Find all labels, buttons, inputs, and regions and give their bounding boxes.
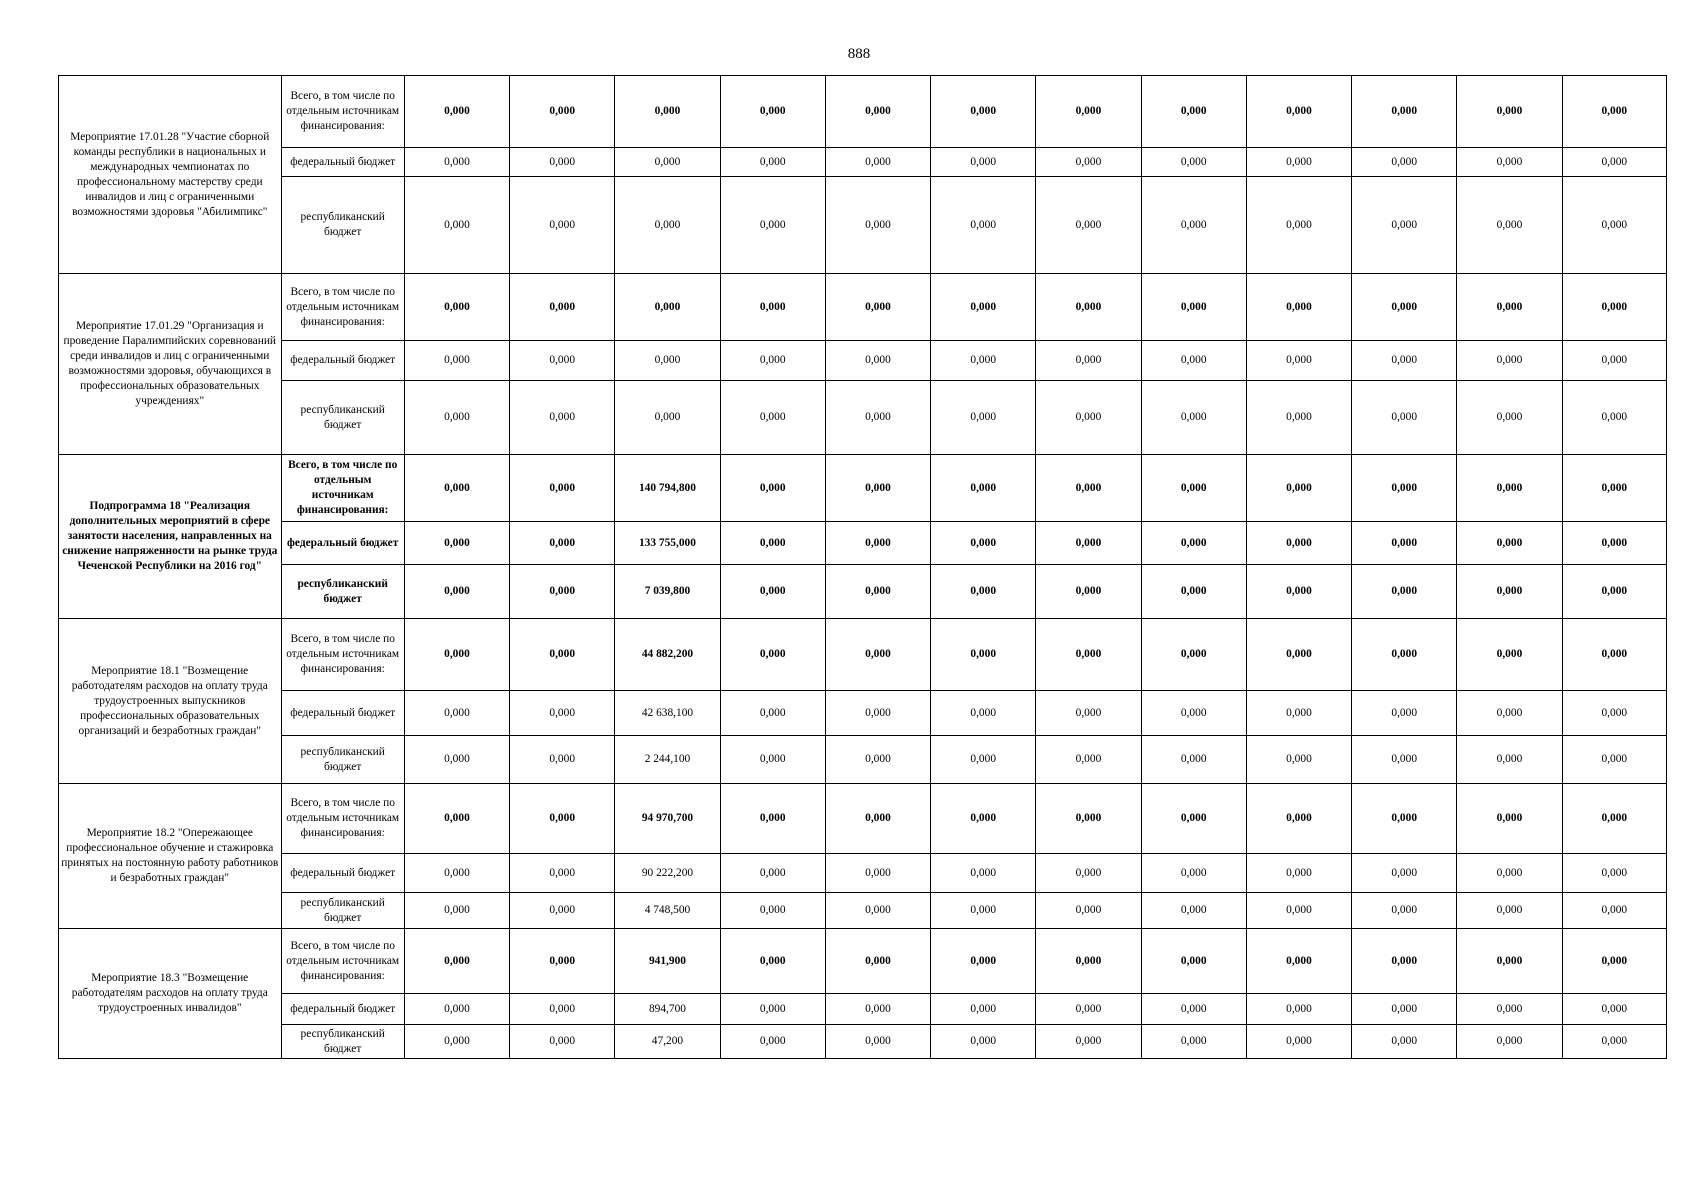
amount-cell: 0,000 [1352, 177, 1457, 274]
amount-cell: 0,000 [615, 381, 720, 455]
amount-cell: 0,000 [1036, 455, 1141, 522]
funding-source: Всего, в том числе по отдельным источникам финансирования: [281, 76, 404, 148]
amount-cell: 0,000 [720, 522, 825, 565]
amount-cell: 0,000 [931, 893, 1036, 929]
amount-cell: 0,000 [1457, 177, 1562, 274]
amount-cell: 0,000 [1352, 381, 1457, 455]
amount-cell: 0,000 [1457, 381, 1562, 455]
table-row [59, 565, 1667, 619]
amount-cell: 0,000 [825, 274, 930, 341]
amount-cell: 0,000 [1352, 893, 1457, 929]
amount-cell: 0,000 [1352, 929, 1457, 994]
amount-cell: 0,000 [510, 381, 615, 455]
amount-cell: 0,000 [931, 565, 1036, 619]
amount-cell: 0,000 [1246, 691, 1351, 736]
budget-table [58, 75, 1667, 1059]
amount-cell: 0,000 [825, 854, 930, 893]
amount-cell: 0,000 [931, 522, 1036, 565]
amount-cell: 0,000 [1352, 341, 1457, 381]
amount-cell: 0,000 [720, 1025, 825, 1059]
amount-cell: 0,000 [825, 736, 930, 784]
table-row [59, 455, 1667, 522]
amount-cell: 0,000 [404, 565, 509, 619]
amount-cell: 0,000 [720, 274, 825, 341]
amount-cell: 0,000 [1141, 929, 1246, 994]
amount-cell: 0,000 [1246, 455, 1351, 522]
amount-cell: 0,000 [404, 929, 509, 994]
group [59, 274, 1667, 455]
amount-cell: 0,000 [404, 381, 509, 455]
amount-cell: 0,000 [1036, 619, 1141, 691]
amount-cell: 0,000 [1562, 854, 1666, 893]
table-row [59, 381, 1667, 455]
amount-cell: 0,000 [1036, 76, 1141, 148]
activity-name: Мероприятие 18.1 "Возмещение работодателям расходов на оплату труда трудоустроенных выпускников профессиональных образовательных организаций и безработных граждан" [59, 619, 282, 784]
amount-cell: 0,000 [1562, 994, 1666, 1025]
amount-cell: 0,000 [1352, 619, 1457, 691]
amount-cell: 0,000 [1562, 784, 1666, 854]
amount-cell: 0,000 [1246, 1025, 1351, 1059]
amount-cell: 0,000 [1036, 929, 1141, 994]
amount-cell: 0,000 [1141, 76, 1246, 148]
amount-cell: 0,000 [825, 522, 930, 565]
amount-cell: 0,000 [1562, 341, 1666, 381]
amount-cell: 0,000 [1141, 455, 1246, 522]
amount-cell: 0,000 [720, 565, 825, 619]
amount-cell: 0,000 [1352, 76, 1457, 148]
amount-cell: 0,000 [1562, 522, 1666, 565]
amount-cell: 0,000 [825, 177, 930, 274]
table-row [59, 274, 1667, 341]
amount-cell: 0,000 [1457, 274, 1562, 341]
amount-cell: 0,000 [1457, 148, 1562, 177]
amount-cell: 0,000 [1141, 893, 1246, 929]
table-row [59, 1025, 1667, 1059]
amount-cell: 0,000 [1141, 381, 1246, 455]
amount-cell: 0,000 [931, 691, 1036, 736]
amount-cell: 0,000 [404, 784, 509, 854]
amount-cell: 0,000 [404, 619, 509, 691]
amount-cell: 0,000 [1036, 691, 1141, 736]
amount-cell: 0,000 [510, 565, 615, 619]
funding-source: федеральный бюджет [281, 691, 404, 736]
amount-cell: 0,000 [931, 381, 1036, 455]
amount-cell: 0,000 [615, 177, 720, 274]
amount-cell: 0,000 [510, 455, 615, 522]
funding-source: республиканский бюджет [281, 565, 404, 619]
group [59, 929, 1667, 1059]
amount-cell: 0,000 [720, 341, 825, 381]
amount-cell: 0,000 [615, 341, 720, 381]
amount-cell: 0,000 [1562, 177, 1666, 274]
amount-cell: 0,000 [1246, 929, 1351, 994]
funding-source: республиканский бюджет [281, 381, 404, 455]
amount-cell: 0,000 [1036, 177, 1141, 274]
amount-cell: 0,000 [1562, 929, 1666, 994]
amount-cell: 0,000 [1562, 148, 1666, 177]
activity-name: Мероприятие 17.01.28 "Участие сборной команды республики в национальных и международных чемпионатах по профессиональному мастерству среди инвалидов и лиц с ограниченными возможностями здоровья "Абилимпикс" [59, 76, 282, 274]
amount-cell: 0,000 [1457, 736, 1562, 784]
table-row [59, 893, 1667, 929]
amount-cell: 0,000 [404, 854, 509, 893]
amount-cell: 0,000 [1457, 76, 1562, 148]
amount-cell: 0,000 [825, 619, 930, 691]
amount-cell: 0,000 [1036, 893, 1141, 929]
amount-cell: 0,000 [404, 736, 509, 784]
amount-cell: 94 970,700 [615, 784, 720, 854]
amount-cell: 0,000 [825, 455, 930, 522]
amount-cell: 0,000 [1141, 784, 1246, 854]
group [59, 784, 1667, 929]
amount-cell: 0,000 [931, 274, 1036, 341]
amount-cell: 0,000 [510, 994, 615, 1025]
amount-cell: 0,000 [1141, 177, 1246, 274]
amount-cell: 0,000 [615, 76, 720, 148]
amount-cell: 133 755,000 [615, 522, 720, 565]
amount-cell: 0,000 [404, 522, 509, 565]
amount-cell: 0,000 [720, 994, 825, 1025]
amount-cell: 0,000 [1036, 274, 1141, 341]
amount-cell: 0,000 [931, 854, 1036, 893]
funding-source: федеральный бюджет [281, 854, 404, 893]
amount-cell: 0,000 [510, 619, 615, 691]
amount-cell: 0,000 [1141, 736, 1246, 784]
amount-cell: 0,000 [510, 854, 615, 893]
amount-cell: 0,000 [404, 1025, 509, 1059]
amount-cell: 0,000 [1457, 455, 1562, 522]
amount-cell: 0,000 [720, 455, 825, 522]
amount-cell: 0,000 [931, 177, 1036, 274]
amount-cell: 0,000 [404, 177, 509, 274]
amount-cell: 2 244,100 [615, 736, 720, 784]
amount-cell: 0,000 [1457, 565, 1562, 619]
amount-cell: 0,000 [1246, 619, 1351, 691]
amount-cell: 0,000 [720, 76, 825, 148]
amount-cell: 7 039,800 [615, 565, 720, 619]
funding-source: федеральный бюджет [281, 522, 404, 565]
amount-cell: 0,000 [1141, 691, 1246, 736]
amount-cell: 0,000 [510, 929, 615, 994]
amount-cell: 0,000 [1141, 148, 1246, 177]
amount-cell: 0,000 [825, 994, 930, 1025]
amount-cell: 0,000 [825, 1025, 930, 1059]
table-row [59, 929, 1667, 994]
amount-cell: 0,000 [1352, 455, 1457, 522]
amount-cell: 0,000 [404, 148, 509, 177]
funding-source: федеральный бюджет [281, 341, 404, 381]
amount-cell: 0,000 [1141, 854, 1246, 893]
amount-cell: 0,000 [931, 1025, 1036, 1059]
amount-cell: 0,000 [1562, 274, 1666, 341]
amount-cell: 0,000 [1036, 736, 1141, 784]
amount-cell: 0,000 [1036, 341, 1141, 381]
funding-source: Всего, в том числе по отдельным источникам финансирования: [281, 455, 404, 522]
amount-cell: 0,000 [1562, 455, 1666, 522]
amount-cell: 0,000 [1562, 381, 1666, 455]
amount-cell: 0,000 [1036, 148, 1141, 177]
amount-cell: 0,000 [1141, 274, 1246, 341]
amount-cell: 0,000 [1457, 893, 1562, 929]
amount-cell: 0,000 [1141, 341, 1246, 381]
funding-source: федеральный бюджет [281, 994, 404, 1025]
amount-cell: 0,000 [1562, 619, 1666, 691]
amount-cell: 0,000 [720, 381, 825, 455]
amount-cell: 0,000 [510, 893, 615, 929]
amount-cell: 0,000 [1352, 854, 1457, 893]
amount-cell: 0,000 [510, 341, 615, 381]
amount-cell: 0,000 [720, 854, 825, 893]
amount-cell: 0,000 [1246, 784, 1351, 854]
amount-cell: 0,000 [1457, 1025, 1562, 1059]
amount-cell: 0,000 [615, 148, 720, 177]
amount-cell: 0,000 [1457, 929, 1562, 994]
amount-cell: 0,000 [510, 177, 615, 274]
funding-source: Всего, в том числе по отдельным источникам финансирования: [281, 929, 404, 994]
amount-cell: 0,000 [404, 455, 509, 522]
amount-cell: 0,000 [510, 691, 615, 736]
amount-cell: 0,000 [1352, 148, 1457, 177]
amount-cell: 0,000 [720, 177, 825, 274]
amount-cell: 0,000 [510, 148, 615, 177]
activity-name: Мероприятие 18.2 "Опережающее профессиональное обучение и стажировка принятых на постоянную работу работников и безработных граждан" [59, 784, 282, 929]
table-row [59, 854, 1667, 893]
amount-cell: 0,000 [720, 784, 825, 854]
amount-cell: 0,000 [1036, 784, 1141, 854]
amount-cell: 90 222,200 [615, 854, 720, 893]
amount-cell: 0,000 [615, 274, 720, 341]
amount-cell: 0,000 [825, 893, 930, 929]
funding-source: республиканский бюджет [281, 177, 404, 274]
amount-cell: 47,200 [615, 1025, 720, 1059]
funding-source: Всего, в том числе по отдельным источникам финансирования: [281, 784, 404, 854]
funding-source: Всего, в том числе по отдельным источникам финансирования: [281, 274, 404, 341]
amount-cell: 941,900 [615, 929, 720, 994]
amount-cell: 0,000 [825, 784, 930, 854]
amount-cell: 0,000 [404, 76, 509, 148]
table-row [59, 784, 1667, 854]
activity-name: Мероприятие 18.3 "Возмещение работодателям расходов на оплату труда трудоустроенных инвалидов" [59, 929, 282, 1059]
amount-cell: 0,000 [931, 341, 1036, 381]
table-row [59, 994, 1667, 1025]
amount-cell: 0,000 [1036, 565, 1141, 619]
funding-source: Всего, в том числе по отдельным источникам финансирования: [281, 619, 404, 691]
table-row [59, 177, 1667, 274]
funding-source: республиканский бюджет [281, 1025, 404, 1059]
amount-cell: 0,000 [720, 691, 825, 736]
amount-cell: 0,000 [1246, 274, 1351, 341]
activity-name: Подпрограмма 18 "Реализация дополнительных мероприятий в сфере занятости населения, направленных на снижение напряженности на рынке труда Чеченской Республики на 2016 год" [59, 455, 282, 619]
amount-cell: 0,000 [404, 691, 509, 736]
amount-cell: 0,000 [404, 893, 509, 929]
amount-cell: 0,000 [1246, 148, 1351, 177]
amount-cell: 0,000 [1141, 994, 1246, 1025]
amount-cell: 0,000 [1352, 522, 1457, 565]
amount-cell: 0,000 [510, 76, 615, 148]
amount-cell: 0,000 [931, 736, 1036, 784]
amount-cell: 44 882,200 [615, 619, 720, 691]
amount-cell: 0,000 [510, 522, 615, 565]
amount-cell: 0,000 [1457, 619, 1562, 691]
funding-source: республиканский бюджет [281, 893, 404, 929]
amount-cell: 0,000 [825, 929, 930, 994]
amount-cell: 42 638,100 [615, 691, 720, 736]
amount-cell: 0,000 [931, 148, 1036, 177]
table-row [59, 619, 1667, 691]
amount-cell: 0,000 [825, 691, 930, 736]
amount-cell: 0,000 [1246, 893, 1351, 929]
amount-cell: 0,000 [1246, 854, 1351, 893]
amount-cell: 0,000 [1562, 565, 1666, 619]
amount-cell: 0,000 [720, 736, 825, 784]
amount-cell: 0,000 [1352, 784, 1457, 854]
group [59, 455, 1667, 619]
amount-cell: 140 794,800 [615, 455, 720, 522]
amount-cell: 0,000 [1246, 177, 1351, 274]
amount-cell: 0,000 [1352, 565, 1457, 619]
amount-cell: 0,000 [1246, 994, 1351, 1025]
amount-cell: 0,000 [825, 381, 930, 455]
amount-cell: 0,000 [1036, 381, 1141, 455]
amount-cell: 0,000 [931, 929, 1036, 994]
amount-cell: 0,000 [404, 994, 509, 1025]
amount-cell: 0,000 [931, 76, 1036, 148]
table-row [59, 736, 1667, 784]
amount-cell: 0,000 [1352, 1025, 1457, 1059]
amount-cell: 0,000 [510, 784, 615, 854]
table-row [59, 522, 1667, 565]
amount-cell: 0,000 [1562, 736, 1666, 784]
amount-cell: 0,000 [1457, 994, 1562, 1025]
amount-cell: 0,000 [510, 1025, 615, 1059]
amount-cell: 0,000 [825, 565, 930, 619]
amount-cell: 0,000 [1457, 784, 1562, 854]
amount-cell: 0,000 [1457, 691, 1562, 736]
amount-cell: 0,000 [1457, 854, 1562, 893]
activity-name: Мероприятие 17.01.29 "Организация и проведение Паралимпийских соревнований среди инвалидов и лиц с ограниченными возможностями здоровья, обучающихся в профессиональных образовательных учреждениях" [59, 274, 282, 455]
amount-cell: 0,000 [931, 994, 1036, 1025]
amount-cell: 4 748,500 [615, 893, 720, 929]
amount-cell: 0,000 [404, 341, 509, 381]
amount-cell: 0,000 [720, 929, 825, 994]
amount-cell: 0,000 [510, 274, 615, 341]
amount-cell: 0,000 [1562, 691, 1666, 736]
amount-cell: 0,000 [931, 619, 1036, 691]
funding-source: республиканский бюджет [281, 736, 404, 784]
amount-cell: 0,000 [825, 341, 930, 381]
amount-cell: 0,000 [1457, 522, 1562, 565]
amount-cell: 0,000 [1246, 76, 1351, 148]
table-row [59, 148, 1667, 177]
amount-cell: 0,000 [1246, 341, 1351, 381]
amount-cell: 0,000 [1036, 1025, 1141, 1059]
amount-cell: 0,000 [1562, 76, 1666, 148]
amount-cell: 0,000 [404, 274, 509, 341]
amount-cell: 0,000 [1036, 854, 1141, 893]
amount-cell: 0,000 [931, 455, 1036, 522]
amount-cell: 0,000 [1141, 1025, 1246, 1059]
amount-cell: 0,000 [1352, 274, 1457, 341]
amount-cell: 0,000 [1562, 893, 1666, 929]
amount-cell: 0,000 [1246, 565, 1351, 619]
amount-cell: 0,000 [1141, 522, 1246, 565]
amount-cell: 0,000 [1246, 736, 1351, 784]
group [59, 619, 1667, 784]
amount-cell: 0,000 [1562, 1025, 1666, 1059]
table-row [59, 691, 1667, 736]
amount-cell: 0,000 [510, 736, 615, 784]
amount-cell: 0,000 [720, 893, 825, 929]
amount-cell: 0,000 [1141, 565, 1246, 619]
amount-cell: 0,000 [1246, 381, 1351, 455]
page-number: 888 [847, 46, 871, 62]
amount-cell: 0,000 [825, 76, 930, 148]
amount-cell: 0,000 [1352, 994, 1457, 1025]
table-row [59, 341, 1667, 381]
amount-cell: 0,000 [720, 619, 825, 691]
table-row [59, 76, 1667, 148]
amount-cell: 0,000 [1352, 736, 1457, 784]
amount-cell: 0,000 [1141, 619, 1246, 691]
amount-cell: 0,000 [720, 148, 825, 177]
amount-cell: 0,000 [931, 784, 1036, 854]
amount-cell: 0,000 [1457, 341, 1562, 381]
group [59, 76, 1667, 274]
amount-cell: 0,000 [1036, 522, 1141, 565]
amount-cell: 0,000 [1036, 994, 1141, 1025]
amount-cell: 894,700 [615, 994, 720, 1025]
funding-source: федеральный бюджет [281, 148, 404, 177]
amount-cell: 0,000 [1246, 522, 1351, 565]
amount-cell: 0,000 [825, 148, 930, 177]
amount-cell: 0,000 [1352, 691, 1457, 736]
